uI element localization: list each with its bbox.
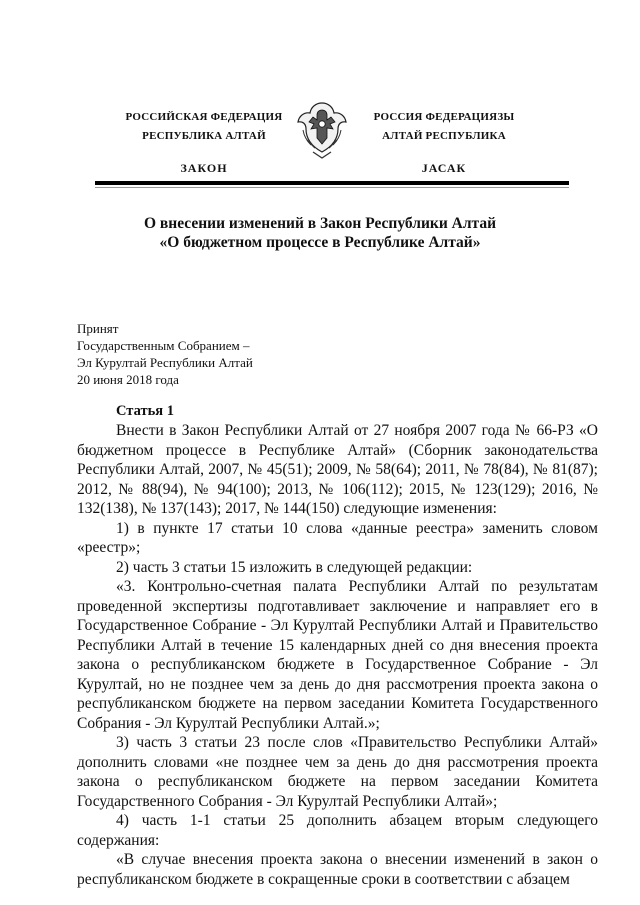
header-right-country: РОССИЯ ФЕДЕРАЦИЯЗЫ <box>373 111 515 123</box>
paragraph: Внести в Закон Республики Алтай от 27 ноября 2007 года № 66-РЗ «О бюджетном процессе в Республике Алтай» (Сборник законодательства Республики Алтай, 2007, № 45(51); 2009, № 58(64); 2011, № 78(84), № 81(87); 2012, № 88(94), № 94(100); 2013, № 106(112); 2015, № 123(129); 2016, № 132(138), № 137(143); 2017, № 144(150) следующие изменения: <box>77 422 598 517</box>
header-right-block <box>344 108 544 178</box>
header-left-block <box>104 108 304 178</box>
header-divider-thin <box>95 187 569 188</box>
article-body <box>77 421 598 889</box>
adopted-by-line2: Эл Курултай Республики Алтай <box>77 355 253 370</box>
paragraph: 2) часть 3 статьи 15 изложить в следующей редакции: <box>116 558 473 576</box>
header-divider <box>95 181 569 185</box>
document-title <box>0 214 640 252</box>
coat-of-arms-icon <box>295 100 349 162</box>
adoption-info <box>77 320 253 388</box>
adopted-by-line1: Государственным Собранием – <box>77 338 250 353</box>
header-right-republic: АЛТАЙ РЕСПУБЛИКА <box>382 130 506 142</box>
header-left-republic: РЕСПУБЛИКА АЛТАЙ <box>142 130 266 142</box>
article-heading: Статья 1 <box>116 403 174 419</box>
header-left-law: ЗАКОН <box>180 161 228 175</box>
header-left-country: РОССИЙСКАЯ ФЕДЕРАЦИЯ <box>125 111 283 123</box>
title-line-1: О внесении изменений в Закон Республики Алтай <box>143 215 497 232</box>
adopted-label: Принят <box>77 321 119 336</box>
paragraph: 4) часть 1-1 статьи 25 дополнить абзацем вторым следующего содержания: <box>77 812 598 849</box>
paragraph: «3. Контрольно-счетная палата Республики Алтай по результатам проведенной экспертизы подготавливает заключение и направляет его в Государственное Собрание - Эл Курултай Республики Алтай и Правительство Республики Алтай в течение 15 календарных дней со дня внесения проекта закона о республиканском бюджете в Государственное Собрание - Эл Курултай, но не позднее чем за день до дня рассмотрения проекта закона о республиканском бюджете на первом заседании Комитета Государственного Собрания - Эл Курултай Республики Алтай.»; <box>77 578 598 732</box>
paragraph: 1) в пункте 17 статьи 10 слова «данные реестра» заменить словом «реестр»; <box>77 519 598 556</box>
title-line-2: «О бюджетном процессе в Республике Алтай» <box>159 234 481 251</box>
paragraph: «В случае внесения проекта закона о внесении изменений в закон о республиканском бюджете в сокращенные сроки в соответствии с абзацем <box>77 851 598 888</box>
paragraph: 3) часть 3 статьи 23 после слов «Правительство Республики Алтай» дополнить словами «не позднее чем за день до дня рассмотрения проекта закона о республиканском бюджете на первом заседании Комитета Государственного Собрания - Эл Курултай Республики Алтай»; <box>77 734 598 810</box>
header-right-law: JАСАК <box>421 161 467 175</box>
adopted-date: 20 июня 2018 года <box>77 372 179 387</box>
